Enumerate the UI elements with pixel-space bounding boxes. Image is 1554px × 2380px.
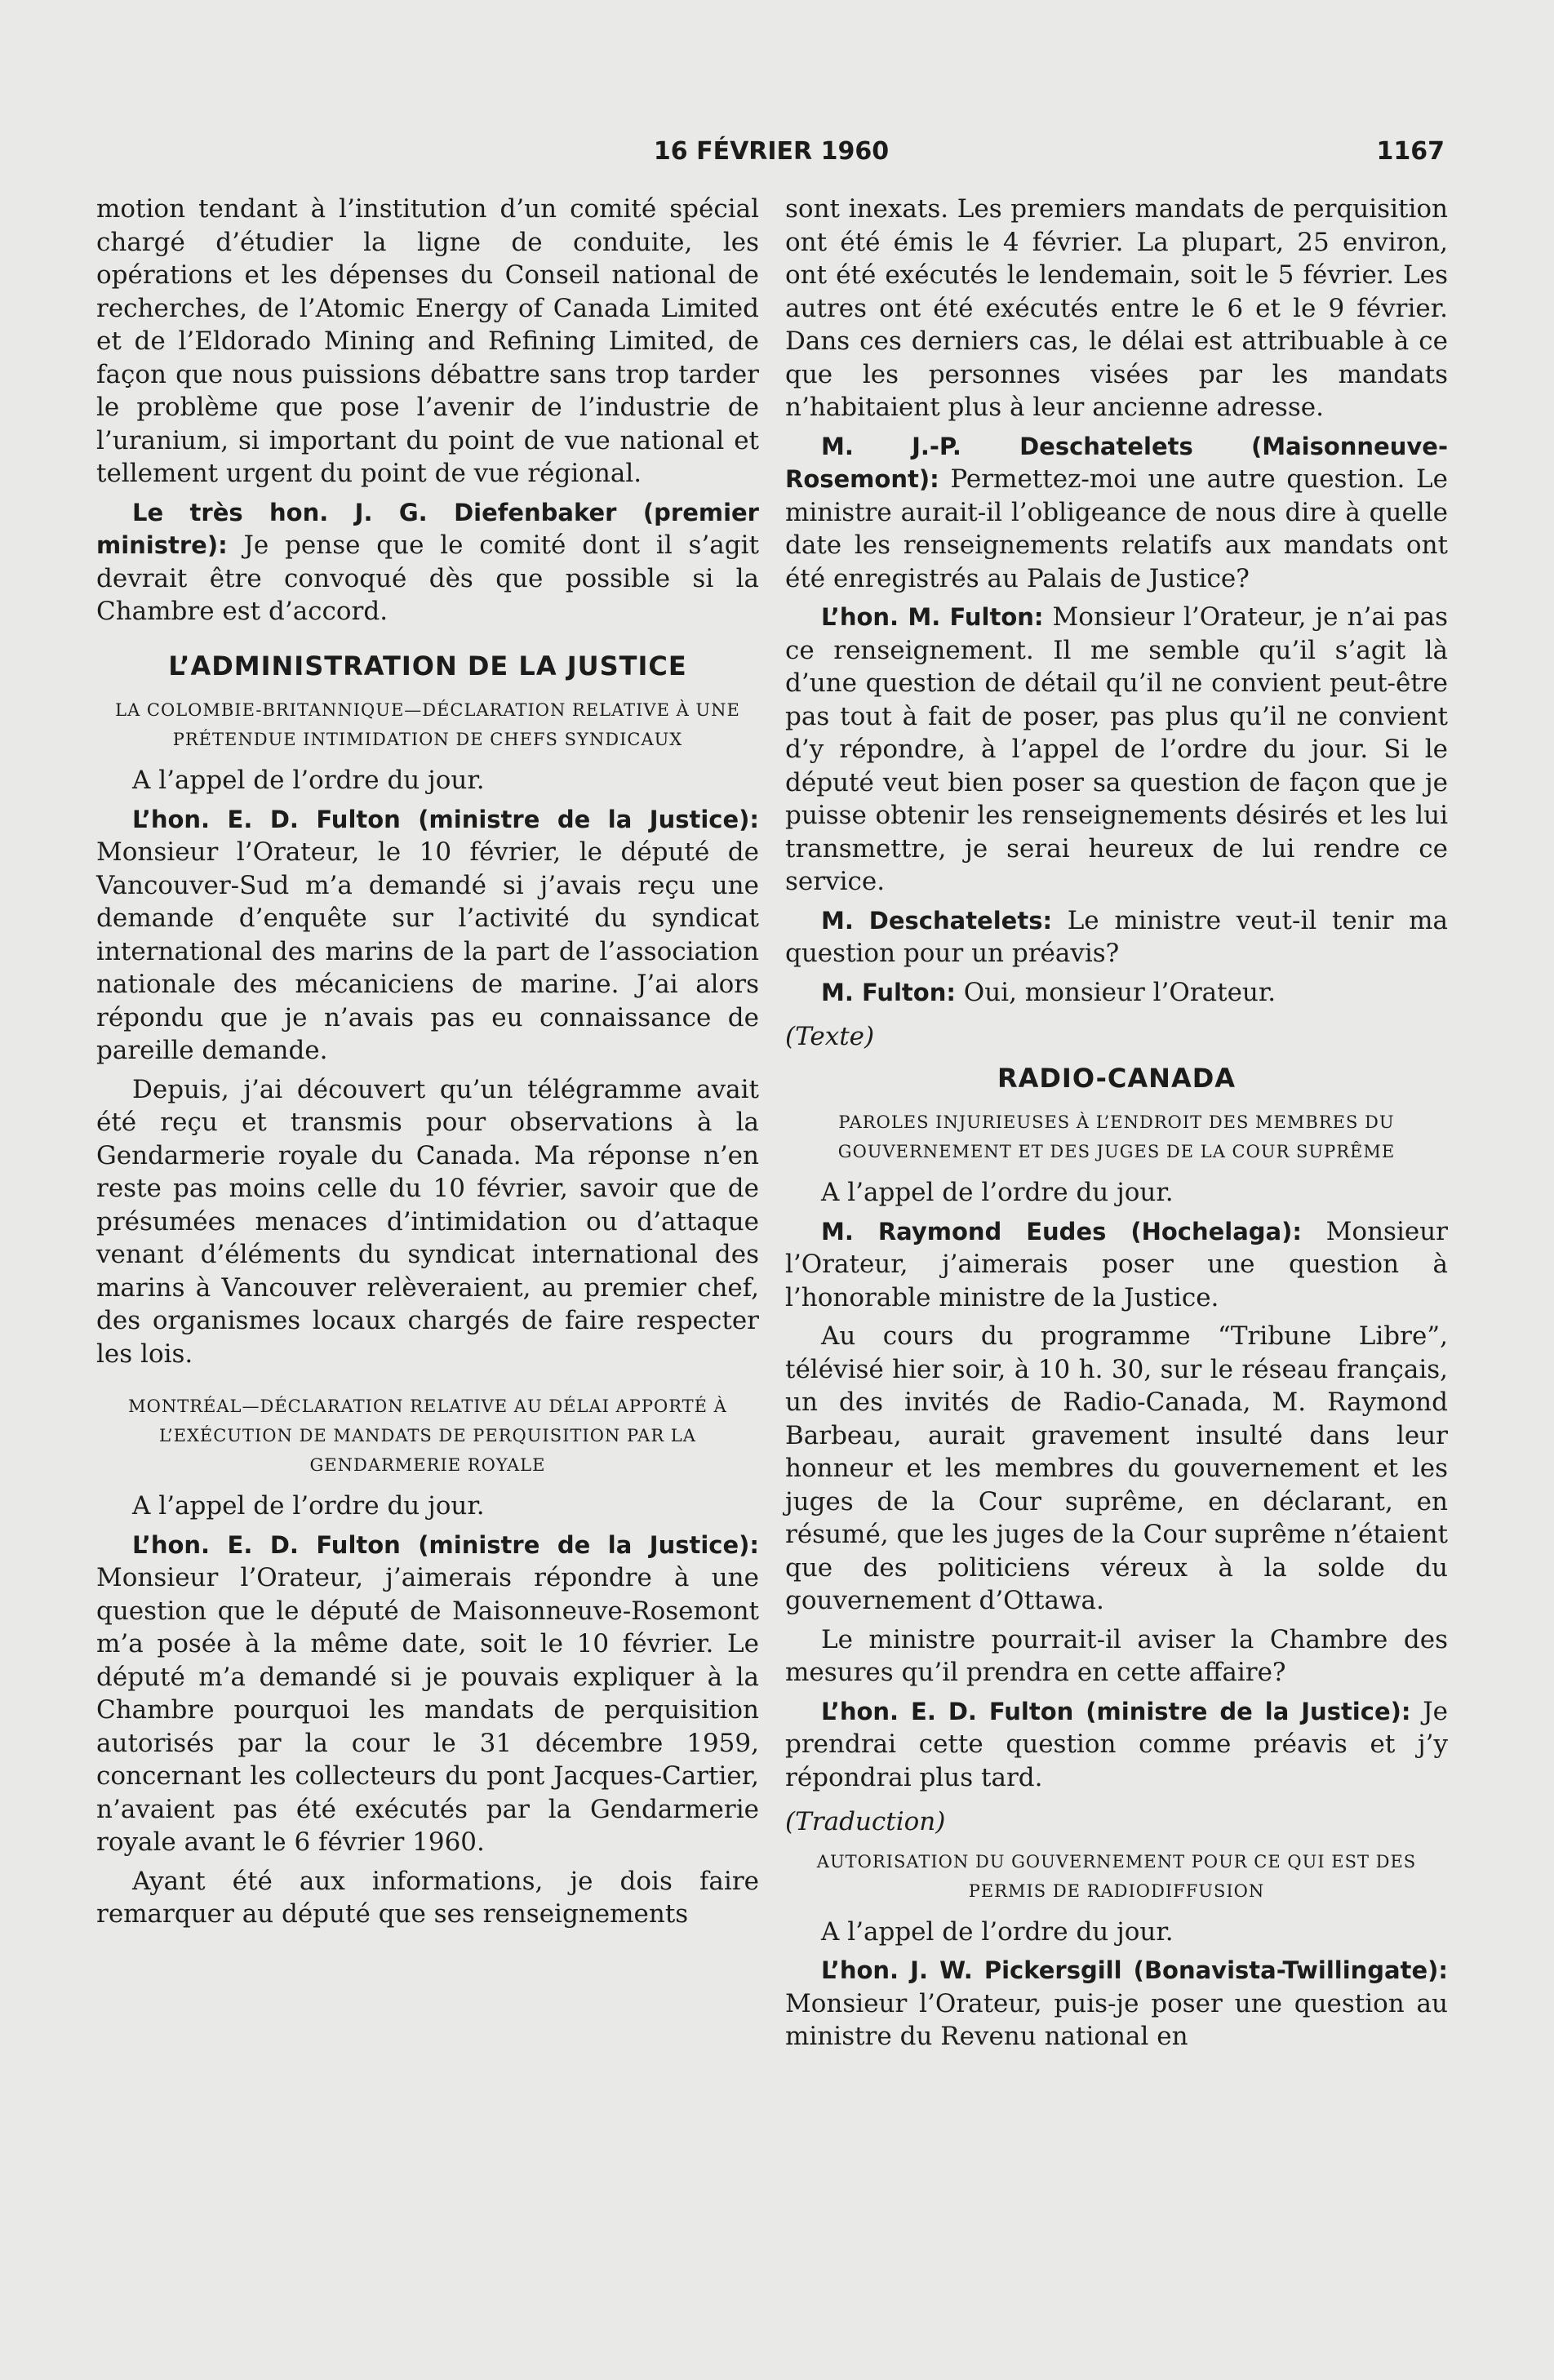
order-of-day: A l’appel de l’ordre du jour.: [821, 1178, 1174, 1207]
language-note-traduction: (Traduction): [785, 1807, 946, 1836]
left-column: [96, 193, 759, 1937]
paragraph: Depuis, j’ai découvert qu’un télégramme avait été reçu et transmis pour observations à la Gendarmerie royale du Canada. Ma réponse n’en reste pas moins celle du 10 février, savoir que de présumées menaces d’intimidation ou d’attaque venant d’éléments du syndicat international des marins à Vancouver relèveraient, au premier chef, des organismes locaux chargés de faire respecter les lois.: [96, 1074, 759, 1369]
speech-fulton-4: [785, 976, 1448, 1010]
speaker-name: M. Fulton:: [821, 978, 956, 1006]
section-title-radio-canada: RADIO-CANADA: [997, 1062, 1237, 1094]
speaker-name: L’hon. E. D. Fulton (ministre de la Justice):: [132, 805, 759, 833]
paragraph: sont inexats. Les premiers mandats de perquisition ont été émis le 4 février. La plupart, 25 environ, ont été exécutés le lendemain, soit le 5 février. Les autres ont été exécutés entre le 6 et le 9 février. Dans ces derniers cas, le délai est attribuable à ce que les personnes visées par les mandats n’habitaient plus à leur ancienne adresse.: [785, 194, 1448, 422]
subheading-autorisation: AUTORISATION DU GOUVERNEMENT POUR CE QUI EST DES PERMIS DE RADIODIFFUSION: [816, 1851, 1417, 1901]
subheading-colombie: LA COLOMBIE-BRITANNIQUE—DÉCLARATION RELATIVE À UNE PRÉTENDUE INTIMIDATION DE CHEFS SYNDICAUX: [115, 700, 740, 749]
speech-text: Monsieur l’Orateur, le 10 février, le député de Vancouver-Sud m’a demandé si j’avais reçu une demande d’enquête sur l’activité du syndicat international des marins de la part de l’association nationale des mécaniciens de marine. J’ai alors répondu que je n’avais pas eu connaissance de pareille demande.: [96, 837, 759, 1065]
paragraph: Ayant été aux informations, je dois faire remarquer au député que ses renseignements: [96, 1866, 759, 1929]
speech-fulton-1: [96, 803, 759, 1068]
page-number: 1167: [1376, 137, 1445, 166]
section-title-justice: L’ADMINISTRATION DE LA JUSTICE: [168, 650, 687, 682]
paragraph: Au cours du programme “Tribune Libre”, télévisé hier soir, à 10 h. 30, sur le réseau français, un des invités de Radio-Canada, M. Raymond Barbeau, aurait gravement insulté dans leur honneur et les membres du gouvernement et les juges de la Cour suprême, en déclarant, en résumé, que les juges de la Cour suprême n’étaient que des politiciens véreux à la solde du gouvernement d’Ottawa.: [785, 1321, 1448, 1615]
speaker-name: L’hon. E. D. Fulton (ministre de la Justice):: [821, 1697, 1411, 1725]
speech-fulton-5: [785, 1695, 1448, 1795]
speech-diefenbaker: [96, 496, 759, 628]
speaker-name: L’hon. M. Fulton:: [821, 603, 1044, 631]
language-note-texte: (Texte): [785, 1022, 875, 1051]
paragraph: Le ministre pourrait-il aviser la Chambre des mesures qu’il prendra en cette affaire?: [785, 1624, 1448, 1687]
speaker-name: Le très hon. J. G. Diefenbaker (premier ministre):: [96, 498, 759, 559]
running-head: [98, 137, 1445, 170]
speech-pickersgill: [785, 1954, 1448, 2054]
speech-text: Oui, monsieur l’Orateur.: [955, 977, 1276, 1007]
speech-deschatelets-2: [785, 904, 1448, 970]
speaker-name: M. Deschatelets:: [821, 906, 1053, 935]
speech-eudes: [785, 1215, 1448, 1315]
order-of-day: A l’appel de l’ordre du jour.: [821, 1916, 1174, 1947]
speaker-name: M. J.-P. Deschatelets (Maisonneuve-Rosemont):: [785, 432, 1448, 493]
paragraph: motion tendant à l’institution d’un comité spécial chargé d’étudier la ligne de conduite, les opérations et les dépenses du Conseil national de recherches, de l’Atomic Energy of Canada Limited et de l’Eldorado Mining and Refining Limited, de façon que nous puissions débattre sans trop tarder le problème que pose l’avenir de l’industrie de l’uranium, si important du point de vue national et tellement urgent du point de vue régional.: [96, 194, 759, 488]
order-of-day: A l’appel de l’ordre du jour.: [132, 766, 485, 795]
speech-text: Monsieur l’Orateur, j’aimerais poser une question à l’honorable ministre de la Justice.: [785, 1216, 1448, 1312]
speech-text: Je prendrai cette question comme préavis et j’y répondrai plus tard.: [785, 1696, 1448, 1792]
subheading-paroles: PAROLES INJURIEUSES À L’ENDROIT DES MEMBRES DU GOUVERNEMENT ET DES JUGES DE LA COUR SUPRÊME: [837, 1112, 1396, 1161]
speech-text: Monsieur l’Orateur, je n’ai pas ce renseignement. Il me semble qu’il s’agit là d’une question de détail qu’il ne convient peut-être pas tout à fait de poser, pas plus qu’il ne convient d’y répondre, à l’appel de l’ordre du jour. Si le député veut bien poser sa question de façon que je puisse obtenir les renseignements désirés et les lui transmettre, je serai heureux de lui rendre ce service.: [785, 602, 1448, 896]
speech-fulton-3: [785, 601, 1448, 899]
speaker-name: M. Raymond Eudes (Hochelaga):: [821, 1217, 1302, 1246]
page-date: 16 FÉVRIER 1960: [653, 137, 890, 166]
order-of-day: A l’appel de l’ordre du jour.: [132, 1491, 485, 1521]
speech-text: Monsieur l’Orateur, j’aimerais répondre à une question que le député de Maisonneuve-Rosemont m’a posée à la même date, soit le 10 février. Le député m’a demandé si je pouvais expliquer à la Chambre pourquoi les mandats de perquisition autorisés par la cour le 31 décembre 1959, concernant les collecteurs du pont Jacques-Cartier, n’avaient pas été exécutés par la Gendarmerie royale avant le 6 février 1960.: [96, 1563, 759, 1857]
speaker-name: L’hon. E. D. Fulton (ministre de la Justice):: [132, 1530, 759, 1559]
speech-fulton-2: [96, 1529, 759, 1859]
subheading-montreal: MONTRÉAL—DÉCLARATION RELATIVE AU DÉLAI APPORTÉ À L’EXÉCUTION DE MANDATS DE PERQUISITION PAR LA GENDARMERIE ROYALE: [128, 1396, 727, 1475]
speech-text: Permettez-moi une autre question. Le ministre aurait-il l’obligeance de nous dire à quelle date les renseignements relatifs aux mandats ont été enregistrés au Palais de Justice?: [785, 464, 1448, 593]
speaker-name: L’hon. J. W. Pickersgill (Bonavista-Twillingate):: [821, 1956, 1448, 1984]
speech-text: Le ministre veut-il tenir ma question pour un préavis?: [785, 905, 1448, 968]
speech-text: Monsieur l’Orateur, puis-je poser une question au ministre du Revenu national en: [785, 1988, 1448, 2051]
right-column: [785, 193, 1448, 2059]
speech-text: Je pense que le comité dont il s’agit devrait être convoqué dès que possible si la Chambre est d’accord.: [96, 531, 759, 626]
speech-deschatelets-1: [785, 430, 1448, 596]
